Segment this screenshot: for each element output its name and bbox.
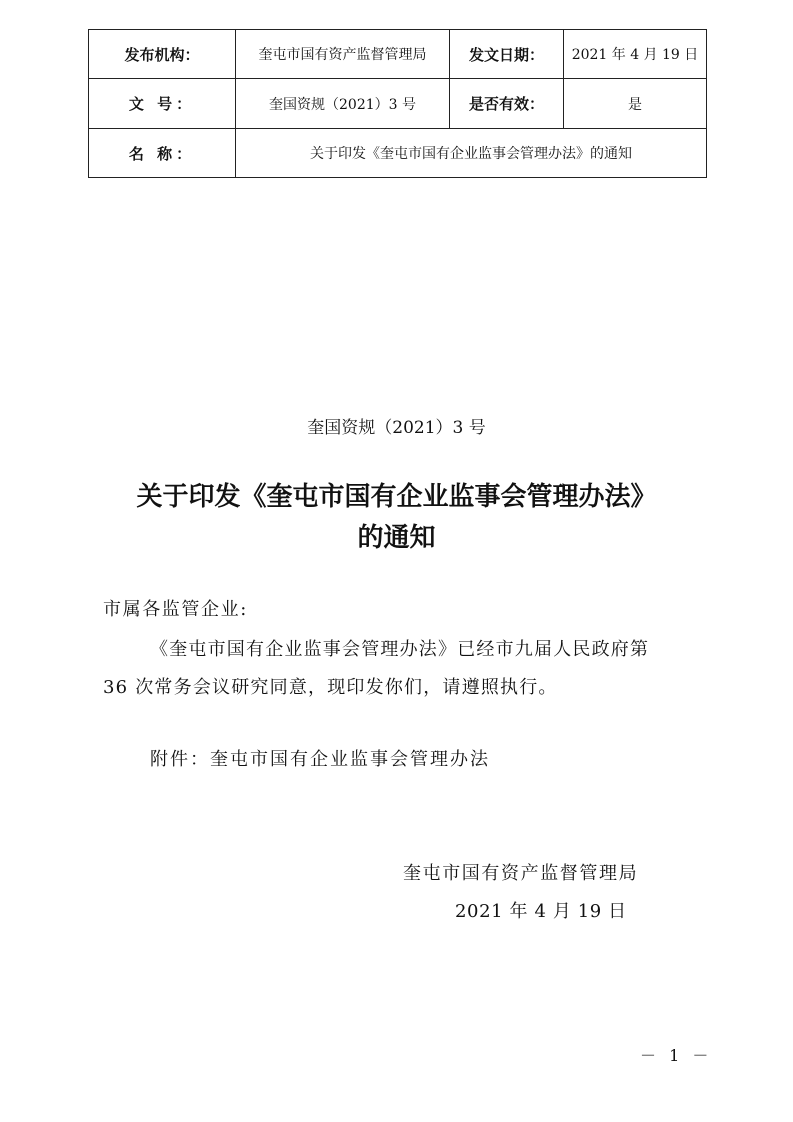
metadata-row-name (89, 129, 707, 178)
body-paragraph-line-1: 《奎屯市国有企业监事会管理办法》已经市九届人民政府第 (150, 639, 650, 660)
issue-date-label: 发文日期： (450, 30, 564, 79)
publisher-label: 发布机构： (89, 30, 236, 79)
document-title-line-2: 的通知 (357, 523, 436, 553)
doc-number-value: 奎国资规（2021）3 号 (236, 79, 450, 129)
validity-value: 是 (564, 79, 707, 129)
doc-name-label: 名 称： (89, 129, 236, 178)
issue-date: 2021 年 4 月 19 日 (455, 901, 627, 922)
publisher-value: 奎屯市国有资产监督管理局 (236, 30, 450, 79)
document-number: 奎国资规（2021）3 号 (307, 418, 486, 438)
metadata-table (88, 29, 707, 178)
document-title-line-1: 关于印发《奎屯市国有企业监事会管理办法》 (136, 482, 657, 512)
salutation: 市属各监管企业: (103, 599, 248, 620)
metadata-row-docnum (89, 79, 707, 129)
validity-label: 是否有效： (450, 79, 564, 129)
doc-name-value: 关于印发《奎屯市国有企业监事会管理办法》的通知 (236, 129, 707, 178)
metadata-row-publisher (89, 30, 707, 79)
body-paragraph-line-2: 36 次常务会议研究同意，现印发你们，请遵照执行。 (103, 677, 558, 698)
issue-date-value: 2021 年 4 月 19 日 (564, 30, 707, 79)
page-number: － 1 － (640, 1046, 713, 1065)
attachment-note: 附件：奎屯市国有企业监事会管理办法 (150, 749, 490, 770)
doc-number-label: 文 号： (89, 79, 236, 129)
issuer-signature: 奎屯市国有资产监督管理局 (403, 863, 639, 884)
